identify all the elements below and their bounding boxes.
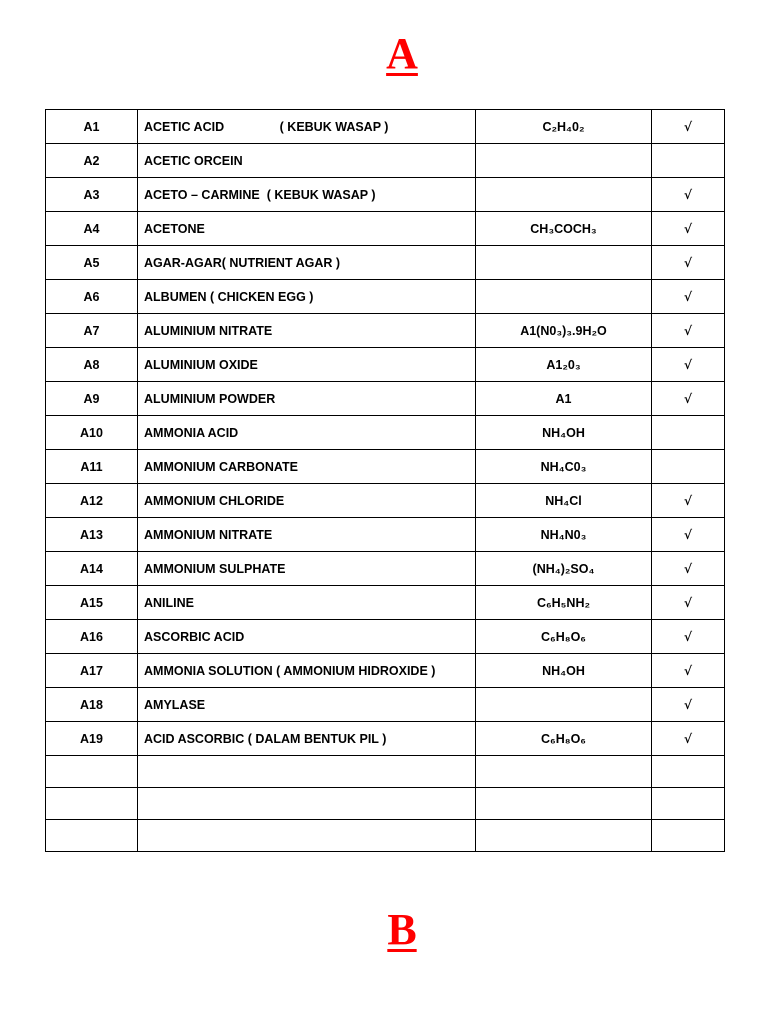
table-row (46, 688, 725, 722)
table-row (46, 246, 725, 280)
chemical-formula-cell: C₆H₈O₆ (476, 722, 652, 756)
chemical-formula-cell (476, 178, 652, 212)
table-row (46, 484, 725, 518)
item-code-cell: A18 (46, 688, 138, 722)
item-code-cell: A19 (46, 722, 138, 756)
table-row (46, 788, 725, 820)
chemical-name-cell: ACETIC ACID ( KEBUK WASAP ) (138, 110, 476, 144)
item-code-cell: A1 (46, 110, 138, 144)
checkmark-cell: √ (652, 110, 725, 144)
chemical-name-cell: ACETO – CARMINE ( KEBUK WASAP ) (138, 178, 476, 212)
chemical-formula-cell (476, 688, 652, 722)
checkmark-cell: √ (652, 314, 725, 348)
chemical-formula-cell: NH₄OH (476, 654, 652, 688)
chemical-name-cell: ACID ASCORBIC ( DALAM BENTUK PIL ) (138, 722, 476, 756)
chemical-name-cell: ALUMINIUM POWDER (138, 382, 476, 416)
chemical-formula-cell (476, 820, 652, 852)
checkmark-cell (652, 144, 725, 178)
chemical-name-cell: AMMONIUM SULPHATE (138, 552, 476, 586)
chemical-name-cell: ACETONE (138, 212, 476, 246)
chemical-name-cell: ANILINE (138, 586, 476, 620)
chemical-formula-cell: CH₃COCH₃ (476, 212, 652, 246)
chemical-formula-cell: C₂H₄0₂ (476, 110, 652, 144)
chemical-formula-cell: C₆H₈O₆ (476, 620, 652, 654)
chemical-formula-cell: NH₄OH (476, 416, 652, 450)
chemical-formula-cell (476, 788, 652, 820)
table-row (46, 212, 725, 246)
table-row (46, 416, 725, 450)
table-row (46, 382, 725, 416)
item-code-cell (46, 788, 138, 820)
item-code-cell: A16 (46, 620, 138, 654)
chemical-formula-cell: A1(N0₃)₃.9H₂O (476, 314, 652, 348)
table-row (46, 518, 725, 552)
item-code-cell: A4 (46, 212, 138, 246)
chemical-name-cell (138, 788, 476, 820)
item-code-cell: A5 (46, 246, 138, 280)
table-row (46, 756, 725, 788)
checkmark-cell: √ (652, 688, 725, 722)
item-code-cell: A17 (46, 654, 138, 688)
table-row (46, 178, 725, 212)
chemical-formula-cell (476, 280, 652, 314)
item-code-cell: A6 (46, 280, 138, 314)
chemical-formula-cell: NH₄C0₃ (476, 450, 652, 484)
chemical-name-cell: AMMONIA SOLUTION ( AMMONIUM HIDROXIDE ) (138, 654, 476, 688)
item-code-cell: A7 (46, 314, 138, 348)
checkmark-cell (652, 450, 725, 484)
chemical-name-cell: ASCORBIC ACID (138, 620, 476, 654)
checkmark-cell: √ (652, 722, 725, 756)
item-code-cell: A12 (46, 484, 138, 518)
checkmark-cell: √ (652, 348, 725, 382)
checkmark-cell (652, 756, 725, 788)
checkmark-cell: √ (652, 518, 725, 552)
chemical-name-cell: ALUMINIUM OXIDE (138, 348, 476, 382)
checkmark-cell (652, 416, 725, 450)
checkmark-cell: √ (652, 280, 725, 314)
chemical-name-cell: ALBUMEN ( CHICKEN EGG ) (138, 280, 476, 314)
chemical-formula-cell: NH₄N0₃ (476, 518, 652, 552)
item-code-cell (46, 756, 138, 788)
chemical-name-cell (138, 820, 476, 852)
checkmark-cell: √ (652, 586, 725, 620)
table-row (46, 620, 725, 654)
section-heading-b: B (387, 905, 417, 954)
chemical-name-cell: AMMONIA ACID (138, 416, 476, 450)
chemical-formula-cell: A1₂0₃ (476, 348, 652, 382)
chemical-formula-cell: (NH₄)₂SO₄ (476, 552, 652, 586)
table-row (46, 144, 725, 178)
table-row (46, 552, 725, 586)
item-code-cell (46, 820, 138, 852)
chemical-name-cell: ALUMINIUM NITRATE (138, 314, 476, 348)
chemical-formula-cell (476, 756, 652, 788)
chemical-name-cell (138, 756, 476, 788)
checkmark-cell: √ (652, 212, 725, 246)
chemical-name-cell: ACETIC ORCEIN (138, 144, 476, 178)
chemical-name-cell: AMMONIUM CARBONATE (138, 450, 476, 484)
checkmark-cell: √ (652, 246, 725, 280)
chemical-formula-cell (476, 246, 652, 280)
item-code-cell: A15 (46, 586, 138, 620)
chemical-name-cell: AMYLASE (138, 688, 476, 722)
table-row (46, 820, 725, 852)
item-code-cell: A9 (46, 382, 138, 416)
table-row (46, 654, 725, 688)
checkmark-cell: √ (652, 484, 725, 518)
chemical-name-cell: AMMONIUM NITRATE (138, 518, 476, 552)
table-row (46, 348, 725, 382)
item-code-cell: A11 (46, 450, 138, 484)
item-code-cell: A8 (46, 348, 138, 382)
item-code-cell: A10 (46, 416, 138, 450)
table-body (46, 110, 725, 852)
chemical-formula-cell: NH₄Cl (476, 484, 652, 518)
chemical-formula-cell: A1 (476, 382, 652, 416)
table-row (46, 722, 725, 756)
item-code-cell: A2 (46, 144, 138, 178)
chemical-list-table (45, 109, 725, 852)
chemical-name-cell: AMMONIUM CHLORIDE (138, 484, 476, 518)
checkmark-cell: √ (652, 382, 725, 416)
table-row (46, 280, 725, 314)
checkmark-cell: √ (652, 178, 725, 212)
checkmark-cell: √ (652, 552, 725, 586)
checkmark-cell (652, 788, 725, 820)
table-row (46, 450, 725, 484)
checkmark-cell: √ (652, 620, 725, 654)
item-code-cell: A14 (46, 552, 138, 586)
chemical-formula-cell: C₆H₅NH₂ (476, 586, 652, 620)
checkmark-cell: √ (652, 654, 725, 688)
checkmark-cell (652, 820, 725, 852)
chemical-formula-cell (476, 144, 652, 178)
item-code-cell: A13 (46, 518, 138, 552)
table-row (46, 586, 725, 620)
table-row (46, 110, 725, 144)
section-heading-a: A (386, 29, 418, 78)
chemical-name-cell: AGAR-AGAR( NUTRIENT AGAR ) (138, 246, 476, 280)
table-row (46, 314, 725, 348)
item-code-cell: A3 (46, 178, 138, 212)
